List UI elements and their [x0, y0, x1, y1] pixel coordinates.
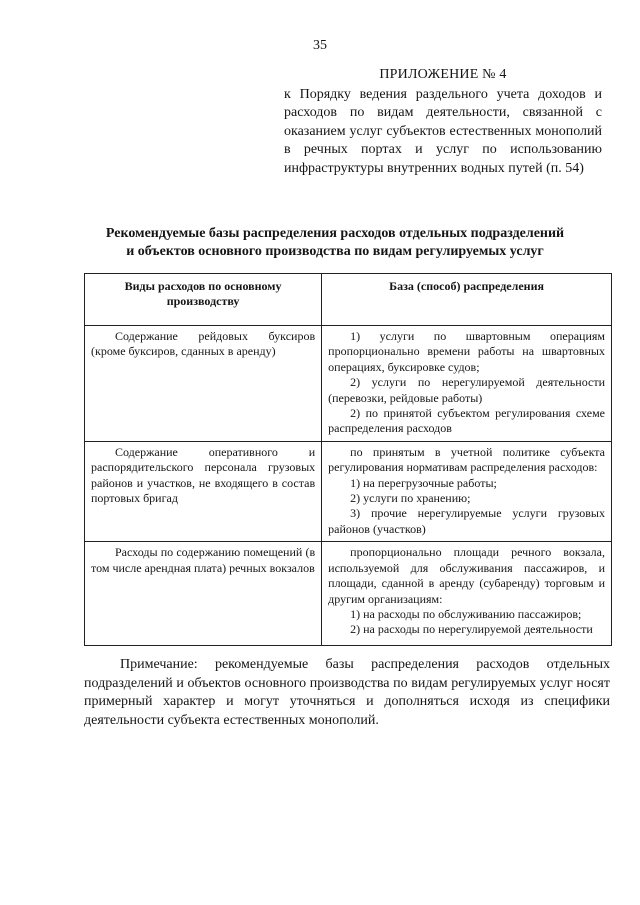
expense-cell	[85, 542, 322, 646]
basis-line: 1) услуги по швартовным операциям пропорционально времени работы на швартовных операциях, буксировке судов;	[328, 329, 605, 374]
basis-line: по принятым в учетной политике субъекта регулирования нормативам распределения расходов:	[328, 444, 605, 475]
footnote-remark: Примечание: рекомендуемые базы распределения расходов отдельных подразделений и объектов основного производства по видам регулируемых услуг носят примерный характер и могут уточняться и дополняться исходя из специфики деятельности субъекта естественных монополий.	[84, 657, 610, 728]
annex-block	[284, 66, 602, 179]
document-title-line-1: Рекомендуемые базы распределения расходов отдельных подразделений	[105, 226, 565, 241]
page-number: 35	[313, 38, 327, 53]
basis-line: 2) услуги по нерегулируемой деятельности (перевозки, рейдовые работы)	[328, 375, 605, 405]
table-row	[85, 542, 612, 646]
basis-cell	[322, 441, 612, 541]
basis-line: 2) по принятой субъектом регулирования схеме распределения расходов	[328, 406, 605, 436]
basis-cell	[322, 326, 612, 442]
basis-cell	[322, 542, 612, 646]
basis-line: 3) прочие нерегулируемые услуги грузовых районов (участков)	[328, 506, 605, 536]
expense-text: Содержание рейдовых буксиров (кроме буксиров, сданных в аренду)	[91, 329, 316, 359]
basis-line: 1) на расходы по обслуживанию пассажиров;	[350, 606, 582, 621]
document-title-line-2: и объектов основного производства по видам регулируемых услуг	[126, 244, 544, 259]
header-expense-types: Виды расходов по основному производству	[85, 274, 322, 326]
annex-body: к Порядку ведения раздельного учета доходов и расходов по видам деятельности, связанной с оказанием услуг субъектов естественных монополий в речных портах и услуг по использованию инфраструктуры внутренних водных путей (п. 54)	[284, 86, 602, 176]
expense-cell	[85, 326, 322, 442]
expense-text: Расходы по содержанию помещений (в том числе арендная плата) речных вокзалов	[91, 545, 316, 575]
basis-line: 2) на расходы по нерегулируемой деятельности	[350, 622, 593, 637]
table-row	[85, 441, 612, 541]
table-header-row	[85, 274, 612, 326]
basis-line: 1) на перегрузочные работы;	[350, 475, 497, 490]
distribution-table	[84, 273, 612, 646]
expense-text: Содержание оперативного и распорядительского персонала грузовых районов и участков, не входящего в состав портовых бригад	[91, 444, 316, 506]
header-distribution-basis: База (способ) распределения	[322, 274, 612, 326]
expense-cell	[85, 441, 322, 541]
basis-line: пропорционально площади речного вокзала, используемой для обслуживания пассажиров, и площади, сданной в аренду (субаренду) торговым и другим организациям:	[328, 545, 605, 606]
table-row	[85, 326, 612, 442]
basis-line: 2) услуги по хранению;	[350, 491, 471, 506]
document-title	[60, 225, 610, 261]
annex-title: ПРИЛОЖЕНИЕ № 4	[379, 67, 507, 82]
